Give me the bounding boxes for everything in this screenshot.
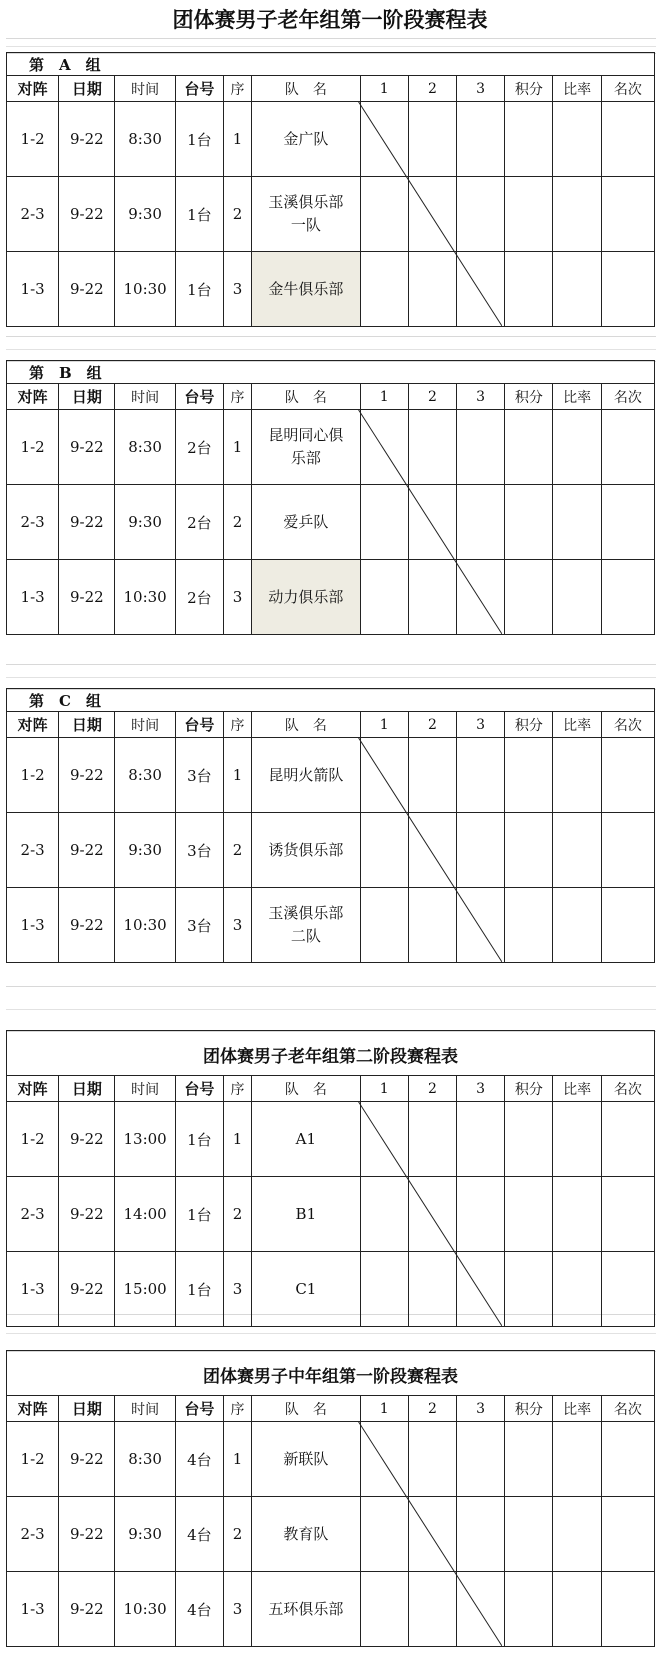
score-3-cell	[457, 102, 505, 177]
column-header: 日期	[59, 384, 115, 410]
table-number-cell: 3台	[175, 888, 223, 963]
column-header: 对阵	[7, 1396, 59, 1422]
points-cell	[505, 1102, 553, 1177]
stage2-block	[6, 1030, 656, 1326]
column-header: 时间	[115, 1396, 175, 1422]
schedule-table	[6, 1075, 655, 1327]
score-1-cell	[360, 1497, 408, 1572]
score-1-cell	[360, 1177, 408, 1252]
schedule-title: 团体赛男子中年组第一阶段赛程表	[6, 1350, 655, 1396]
score-1-cell	[360, 102, 408, 177]
points-cell	[505, 560, 553, 635]
score-3-cell	[457, 1177, 505, 1252]
table-row	[7, 1497, 655, 1572]
rank-cell	[601, 177, 654, 252]
column-header: 时间	[115, 384, 175, 410]
points-cell	[505, 177, 553, 252]
match-cell: 2-3	[7, 1177, 59, 1252]
column-header: 队 名	[252, 1076, 361, 1102]
sheet-gridlines	[6, 986, 656, 1032]
column-header: 时间	[115, 76, 175, 102]
seq-cell: 1	[223, 1102, 251, 1177]
seq-cell: 1	[223, 738, 251, 813]
table-number-cell: 4台	[175, 1497, 223, 1572]
date-cell: 9-22	[59, 1422, 115, 1497]
date-cell: 9-22	[59, 813, 115, 888]
time-cell: 15:00	[115, 1252, 175, 1327]
score-1-cell	[360, 1572, 408, 1647]
team-name-cell	[252, 888, 361, 963]
column-header: 对阵	[7, 1076, 59, 1102]
seq-cell: 1	[223, 102, 251, 177]
column-header: 名次	[601, 384, 654, 410]
table-row	[7, 738, 655, 813]
score-3-cell	[457, 1252, 505, 1327]
column-header: 比率	[553, 76, 601, 102]
column-header: 台号	[175, 1396, 223, 1422]
team-name-line: 乐部	[290, 449, 321, 467]
score-3-cell	[457, 1422, 505, 1497]
match-cell: 2-3	[7, 813, 59, 888]
column-header: 队 名	[252, 712, 361, 738]
group-b-block	[6, 360, 656, 634]
seq-cell: 2	[223, 1177, 251, 1252]
table-number-cell: 2台	[175, 560, 223, 635]
column-header: 对阵	[7, 384, 59, 410]
column-header: 3	[457, 384, 505, 410]
header-row	[7, 1076, 655, 1102]
column-header: 1	[360, 384, 408, 410]
team-name-cell: 新联队	[252, 1422, 361, 1497]
ratio-cell	[553, 252, 601, 327]
schedule-title: 团体赛男子老年组第二阶段赛程表	[6, 1030, 655, 1076]
team-name-line: 一队	[290, 216, 321, 234]
header-row	[7, 384, 655, 410]
score-1-cell	[360, 888, 408, 963]
column-header: 名次	[601, 1396, 654, 1422]
column-header: 比率	[553, 384, 601, 410]
time-cell: 10:30	[115, 1572, 175, 1647]
score-2-cell	[408, 1422, 456, 1497]
score-1-cell	[360, 1252, 408, 1327]
match-cell: 1-2	[7, 1422, 59, 1497]
schedule-table	[6, 383, 655, 635]
column-header: 积分	[505, 712, 553, 738]
match-cell: 1-3	[7, 252, 59, 327]
ratio-cell	[553, 813, 601, 888]
column-header: 积分	[505, 1076, 553, 1102]
points-cell	[505, 1177, 553, 1252]
score-2-cell	[408, 410, 456, 485]
score-2-cell	[408, 102, 456, 177]
table-row	[7, 1572, 655, 1647]
table-number-cell: 1台	[175, 177, 223, 252]
date-cell: 9-22	[59, 1572, 115, 1647]
score-2-cell	[408, 1177, 456, 1252]
column-header: 台号	[175, 712, 223, 738]
score-3-cell	[457, 252, 505, 327]
date-cell: 9-22	[59, 485, 115, 560]
rank-cell	[601, 1422, 654, 1497]
table-row	[7, 560, 655, 635]
time-cell: 9:30	[115, 177, 175, 252]
seq-cell: 3	[223, 888, 251, 963]
team-name-cell: 动力俱乐部	[252, 560, 361, 635]
score-3-cell	[457, 1102, 505, 1177]
score-3-cell	[457, 560, 505, 635]
score-2-cell	[408, 177, 456, 252]
schedule-table	[6, 75, 655, 327]
column-header: 序	[223, 76, 251, 102]
seq-cell: 1	[223, 1422, 251, 1497]
table-number-cell: 1台	[175, 1252, 223, 1327]
seq-cell: 2	[223, 177, 251, 252]
table-number-cell: 1台	[175, 1177, 223, 1252]
time-cell: 13:00	[115, 1102, 175, 1177]
time-cell: 9:30	[115, 485, 175, 560]
time-cell: 14:00	[115, 1177, 175, 1252]
team-name-cell: 昆明火箭队	[252, 738, 361, 813]
ratio-cell	[553, 1422, 601, 1497]
schedule-table	[6, 1395, 655, 1647]
table-row	[7, 410, 655, 485]
score-1-cell	[360, 560, 408, 635]
rank-cell	[601, 1572, 654, 1647]
column-header: 日期	[59, 1076, 115, 1102]
ratio-cell	[553, 102, 601, 177]
column-header: 3	[457, 1076, 505, 1102]
table-number-cell: 1台	[175, 1102, 223, 1177]
column-header: 台号	[175, 384, 223, 410]
score-3-cell	[457, 888, 505, 963]
team-name-line: 二队	[290, 927, 321, 945]
rank-cell	[601, 560, 654, 635]
match-cell: 1-3	[7, 560, 59, 635]
table-row	[7, 177, 655, 252]
seq-cell: 2	[223, 485, 251, 560]
group-title: 第 B 组	[6, 360, 655, 384]
date-cell: 9-22	[59, 410, 115, 485]
table-row	[7, 252, 655, 327]
time-cell: 10:30	[115, 560, 175, 635]
match-cell: 1-2	[7, 410, 59, 485]
points-cell	[505, 1572, 553, 1647]
rank-cell	[601, 813, 654, 888]
table-row	[7, 1177, 655, 1252]
column-header: 1	[360, 1076, 408, 1102]
column-header: 日期	[59, 712, 115, 738]
column-header: 队 名	[252, 384, 361, 410]
header-row	[7, 1396, 655, 1422]
column-header: 名次	[601, 712, 654, 738]
team-name-cell	[252, 177, 361, 252]
table-row	[7, 102, 655, 177]
score-1-cell	[360, 1422, 408, 1497]
column-header: 序	[223, 1076, 251, 1102]
match-cell: 1-2	[7, 102, 59, 177]
column-header: 对阵	[7, 76, 59, 102]
rank-cell	[601, 738, 654, 813]
ratio-cell	[553, 1177, 601, 1252]
table-number-cell: 4台	[175, 1572, 223, 1647]
date-cell: 9-22	[59, 560, 115, 635]
column-header: 时间	[115, 712, 175, 738]
points-cell	[505, 252, 553, 327]
time-cell: 10:30	[115, 252, 175, 327]
seq-cell: 2	[223, 813, 251, 888]
match-cell: 2-3	[7, 1497, 59, 1572]
score-3-cell	[457, 177, 505, 252]
seq-cell: 3	[223, 252, 251, 327]
team-name-cell: 金广队	[252, 102, 361, 177]
time-cell: 9:30	[115, 1497, 175, 1572]
column-header: 名次	[601, 76, 654, 102]
column-header: 对阵	[7, 712, 59, 738]
team-name-cell: 爱乒队	[252, 485, 361, 560]
ratio-cell	[553, 738, 601, 813]
column-header: 积分	[505, 76, 553, 102]
group-title: 第 C 组	[6, 688, 655, 712]
points-cell	[505, 888, 553, 963]
score-2-cell	[408, 1497, 456, 1572]
rank-cell	[601, 888, 654, 963]
column-header: 2	[408, 712, 456, 738]
sheet-gridlines	[6, 336, 656, 362]
column-header: 2	[408, 1076, 456, 1102]
group-title: 第 A 组	[6, 52, 655, 76]
column-header: 积分	[505, 384, 553, 410]
date-cell: 9-22	[59, 1102, 115, 1177]
points-cell	[505, 813, 553, 888]
rank-cell	[601, 252, 654, 327]
match-cell: 1-3	[7, 1572, 59, 1647]
ratio-cell	[553, 410, 601, 485]
team-name-line: 昆明同心俱	[268, 426, 344, 444]
score-2-cell	[408, 485, 456, 560]
column-header: 比率	[553, 1396, 601, 1422]
score-1-cell	[360, 1102, 408, 1177]
column-header: 2	[408, 1396, 456, 1422]
column-header: 1	[360, 76, 408, 102]
rank-cell	[601, 102, 654, 177]
date-cell: 9-22	[59, 102, 115, 177]
schedule-table	[6, 711, 655, 963]
points-cell	[505, 102, 553, 177]
table-row	[7, 1252, 655, 1327]
column-header: 序	[223, 384, 251, 410]
table-number-cell: 3台	[175, 738, 223, 813]
time-cell: 8:30	[115, 738, 175, 813]
table-row	[7, 813, 655, 888]
team-name-line: 玉溪俱乐部	[268, 193, 344, 211]
score-2-cell	[408, 738, 456, 813]
column-header: 2	[408, 76, 456, 102]
score-2-cell	[408, 1572, 456, 1647]
rank-cell	[601, 410, 654, 485]
rank-cell	[601, 1252, 654, 1327]
table-number-cell: 3台	[175, 813, 223, 888]
sheet-gridlines	[6, 664, 656, 690]
date-cell: 9-22	[59, 738, 115, 813]
column-header: 比率	[553, 1076, 601, 1102]
seq-cell: 3	[223, 1572, 251, 1647]
column-header: 时间	[115, 1076, 175, 1102]
score-2-cell	[408, 560, 456, 635]
time-cell: 8:30	[115, 410, 175, 485]
column-header: 序	[223, 712, 251, 738]
table-number-cell: 2台	[175, 485, 223, 560]
team-name-cell	[252, 410, 361, 485]
score-1-cell	[360, 410, 408, 485]
score-2-cell	[408, 1102, 456, 1177]
column-header: 队 名	[252, 76, 361, 102]
team-name-cell: 教育队	[252, 1497, 361, 1572]
match-cell: 2-3	[7, 485, 59, 560]
ratio-cell	[553, 888, 601, 963]
points-cell	[505, 485, 553, 560]
score-3-cell	[457, 1572, 505, 1647]
ratio-cell	[553, 1102, 601, 1177]
score-1-cell	[360, 485, 408, 560]
middle-age-block	[6, 1350, 656, 1646]
column-header: 1	[360, 712, 408, 738]
score-2-cell	[408, 1252, 456, 1327]
date-cell: 9-22	[59, 252, 115, 327]
seq-cell: 3	[223, 1252, 251, 1327]
team-name-cell: 诱货俱乐部	[252, 813, 361, 888]
score-3-cell	[457, 1497, 505, 1572]
score-2-cell	[408, 813, 456, 888]
column-header: 1	[360, 1396, 408, 1422]
team-name-cell: C1	[252, 1252, 361, 1327]
table-row	[7, 485, 655, 560]
column-header: 3	[457, 76, 505, 102]
match-cell: 1-3	[7, 888, 59, 963]
column-header: 台号	[175, 76, 223, 102]
score-3-cell	[457, 813, 505, 888]
column-header: 比率	[553, 712, 601, 738]
ratio-cell	[553, 177, 601, 252]
seq-cell: 3	[223, 560, 251, 635]
score-1-cell	[360, 177, 408, 252]
match-cell: 1-2	[7, 1102, 59, 1177]
column-header: 2	[408, 384, 456, 410]
table-row	[7, 1102, 655, 1177]
column-header: 队 名	[252, 1396, 361, 1422]
column-header: 日期	[59, 1396, 115, 1422]
date-cell: 9-22	[59, 1177, 115, 1252]
team-name-cell: B1	[252, 1177, 361, 1252]
date-cell: 9-22	[59, 177, 115, 252]
seq-cell: 1	[223, 410, 251, 485]
date-cell: 9-22	[59, 1497, 115, 1572]
column-header: 序	[223, 1396, 251, 1422]
match-cell: 2-3	[7, 177, 59, 252]
score-1-cell	[360, 813, 408, 888]
score-2-cell	[408, 888, 456, 963]
ratio-cell	[553, 485, 601, 560]
date-cell: 9-22	[59, 888, 115, 963]
team-name-cell: 金牛俱乐部	[252, 252, 361, 327]
header-row	[7, 712, 655, 738]
ratio-cell	[553, 1497, 601, 1572]
team-name-cell: A1	[252, 1102, 361, 1177]
time-cell: 9:30	[115, 813, 175, 888]
table-number-cell: 2台	[175, 410, 223, 485]
date-cell: 9-22	[59, 1252, 115, 1327]
table-row	[7, 1422, 655, 1497]
table-number-cell: 4台	[175, 1422, 223, 1497]
column-header: 名次	[601, 1076, 654, 1102]
score-3-cell	[457, 738, 505, 813]
score-1-cell	[360, 252, 408, 327]
match-cell: 1-3	[7, 1252, 59, 1327]
time-cell: 8:30	[115, 1422, 175, 1497]
column-header: 日期	[59, 76, 115, 102]
points-cell	[505, 1422, 553, 1497]
group-c-block	[6, 688, 656, 962]
table-row	[7, 888, 655, 963]
ratio-cell	[553, 560, 601, 635]
rank-cell	[601, 1497, 654, 1572]
score-3-cell	[457, 410, 505, 485]
points-cell	[505, 1252, 553, 1327]
column-header: 积分	[505, 1396, 553, 1422]
rank-cell	[601, 1177, 654, 1252]
team-name-line: 玉溪俱乐部	[268, 904, 344, 922]
group-a-block	[6, 52, 656, 326]
team-name-cell: 五环俱乐部	[252, 1572, 361, 1647]
score-1-cell	[360, 738, 408, 813]
rank-cell	[601, 1102, 654, 1177]
table-number-cell: 1台	[175, 252, 223, 327]
score-3-cell	[457, 485, 505, 560]
points-cell	[505, 738, 553, 813]
ratio-cell	[553, 1252, 601, 1327]
match-cell: 1-2	[7, 738, 59, 813]
column-header: 台号	[175, 1076, 223, 1102]
header-row	[7, 76, 655, 102]
time-cell: 8:30	[115, 102, 175, 177]
score-2-cell	[408, 252, 456, 327]
table-number-cell: 1台	[175, 102, 223, 177]
seq-cell: 2	[223, 1497, 251, 1572]
rank-cell	[601, 485, 654, 560]
points-cell	[505, 410, 553, 485]
column-header: 3	[457, 1396, 505, 1422]
column-header: 3	[457, 712, 505, 738]
page-title: 团体赛男子老年组第一阶段赛程表	[172, 7, 488, 32]
ratio-cell	[553, 1572, 601, 1647]
time-cell: 10:30	[115, 888, 175, 963]
points-cell	[505, 1497, 553, 1572]
